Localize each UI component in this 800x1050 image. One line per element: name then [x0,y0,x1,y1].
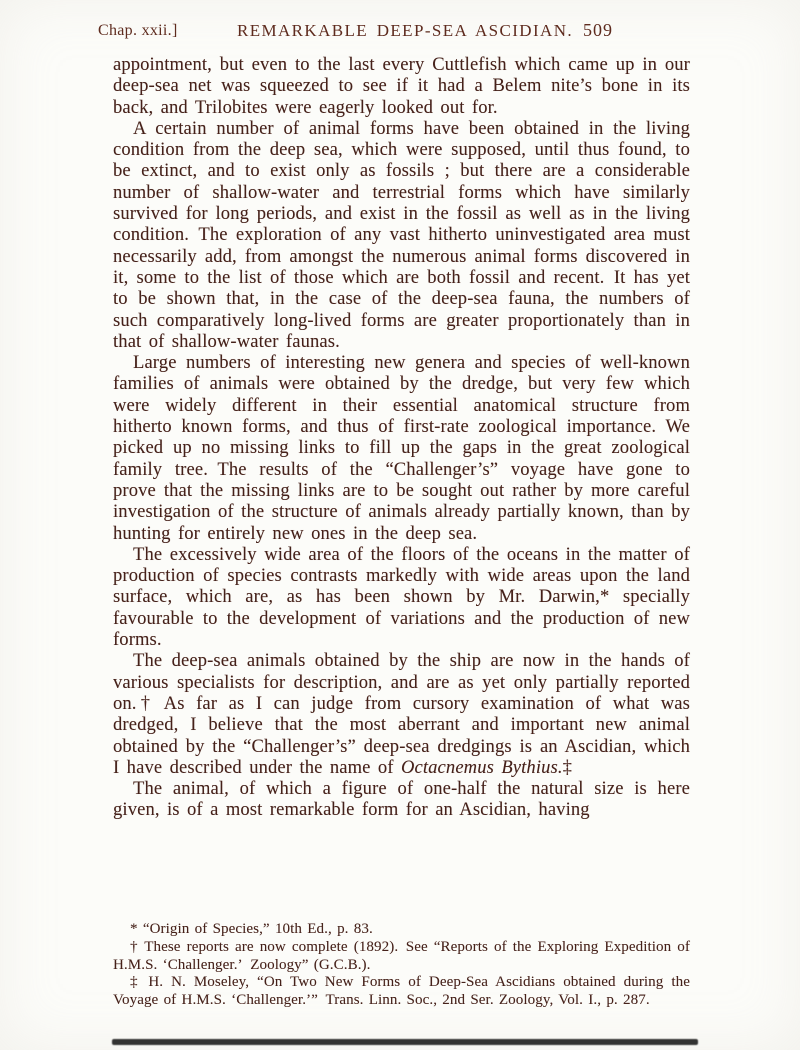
footnote: * “Origin of Species,” 10th Ed., p. 83. [130,921,373,937]
scan-artifact-bar [112,1039,698,1045]
footnote: ‡ H. N. Moseley, “On Two New Forms of Deep-Sea Ascidians obtained during the Voyage of H.M.S. ‘Challenger.’” Trans. Linn. Soc., 2nd Ser. Zoology, Vol. I., p. 287. [113,974,690,1009]
chapter-label: Chap. xxii.] [98,22,178,39]
paragraph: appointment, but even to the last every Cuttlefish which came up in our deep-sea net was squeezed to see if it had a Belem nite’s bone in its back, and Trilobites were eagerly looked out for. [113,55,690,118]
paragraph: The deep-sea animals obtained by the ship are now in the hands of various specialists for description, and are as yet only partially reported on.† As far as I can judge from cursory examination of what was dredged, I believe that the most aberrant and important new animal obtained by the “Challenger’s” deep-sea dredgings is an Ascidian, which I have described under the name of Octacnemus Bythius.‡ [113,651,690,778]
paragraph: The animal, of which a figure of one-half the natural size is here given, is of a most remarkable form for an Ascidian, having [113,779,690,821]
page-header [0,20,800,44]
paragraph: A certain number of animal forms have been obtained in the living condition from the deep sea, which were supposed, until thus found, to be extinct, and to exist only as fossils ; but there are a considerable number of shallow-water and terrestrial forms which have similarly survived for long periods, and exist in the fossil as well as in the living condition. The exploration of any vast hitherto uninvestigated area must necessarily add, from amongst the numerous animal forms discovered in it, some to the list of those which are both fossil and recent. It has yet to be shown that, in the case of the deep-sea fauna, the numbers of such comparatively long-lived forms are greater proportionately than in that of shallow-water faunas. [113,118,690,352]
page-number: 509 [583,20,613,40]
paragraph: The excessively wide area of the floors of the oceans in the matter of production of species contrasts markedly with wide areas upon the land surface, which are, as has been shown by Mr. Darwin,* specially favourable to the development of variations and the production of new forms. [113,544,690,651]
page-title: REMARKABLE DEEP-SEA ASCIDIAN. [236,21,574,40]
footnote: † These reports are now complete (1892). See “Reports of the Exploring Expedition of H.M.S. ‘Challenger.’ Zoology” (G.C.B.). [113,938,690,973]
body-text [113,55,690,822]
paragraph: Large numbers of interesting new genera and species of well-known families of animals were obtained by the dredge, but very few which were widely different in their essential anatomical structure from hitherto known forms, and thus of first-rate zoological importance. We picked up no missing links to fill up the gaps in the great zoological family tree. The results of the “Challenger’s” voyage have gone to prove that the missing links are to be sought out rather by more careful investigation of the structure of animals already partially known, than by hunting for entirely new ones in the deep sea. [113,353,690,544]
footnotes [113,921,690,1010]
